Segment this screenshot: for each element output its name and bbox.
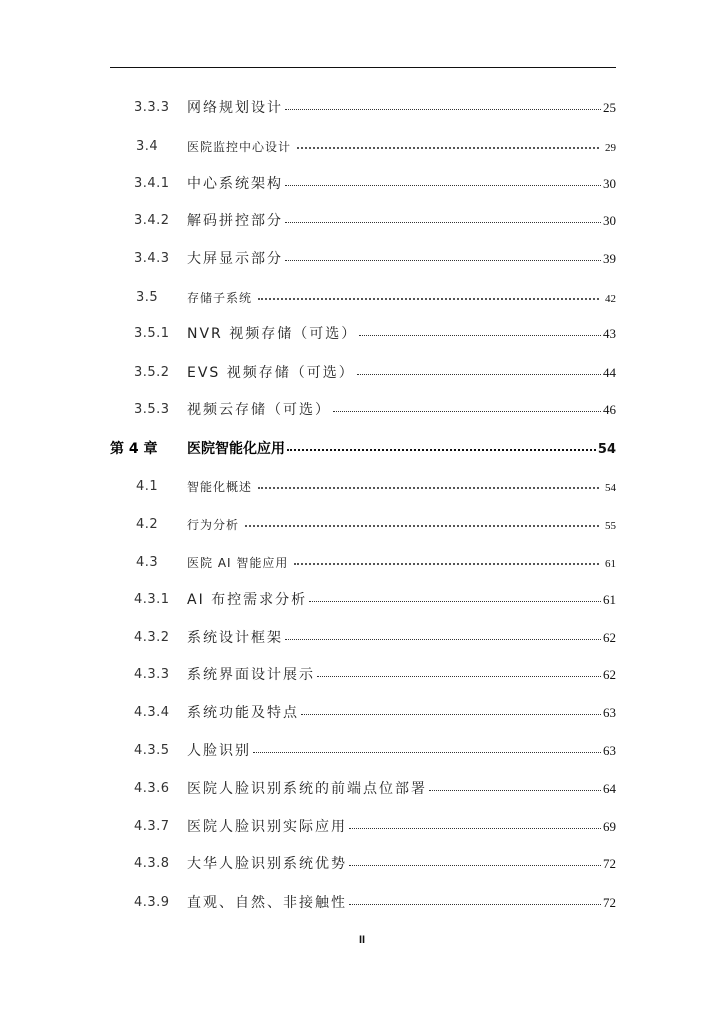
dot-leader	[349, 904, 601, 905]
toc-entry-page: 61	[605, 557, 616, 570]
toc-entry-page: 63	[603, 705, 616, 720]
toc-entry-number: 3.3.3	[134, 99, 170, 115]
toc-entry-title: 医院人脸识别实际应用	[187, 819, 347, 835]
toc-entry-title: 系统设计框架	[187, 630, 283, 646]
toc-entry-title: 直观、自然、非接触性	[187, 895, 347, 911]
toc-entry[interactable]	[0, 662, 724, 686]
toc-entry[interactable]	[0, 738, 724, 762]
dot-leader	[285, 639, 601, 640]
toc-entry-title: 大屏显示部分	[187, 251, 283, 267]
toc-entry[interactable]	[0, 814, 724, 838]
toc-entry-page: 63	[603, 743, 616, 758]
toc-entry-title: 行为分析	[187, 517, 240, 532]
toc-entry[interactable]	[0, 890, 724, 914]
dot-leader	[285, 109, 601, 110]
toc-entry-page: 43	[603, 326, 616, 341]
dot-leader	[258, 298, 599, 300]
dot-leader	[429, 790, 601, 791]
toc-entry[interactable]	[0, 246, 724, 270]
toc-entry-number: 4.2	[136, 516, 159, 532]
dot-leader	[245, 525, 599, 527]
toc-entry-number: 3.4.1	[134, 175, 170, 191]
dot-leader	[285, 185, 601, 186]
toc-entry-number: 3.4.3	[134, 250, 170, 266]
toc-entry-title: NVR 视频存储（可选）	[187, 326, 358, 342]
dot-leader	[285, 260, 601, 261]
toc-entry-page: 44	[603, 365, 616, 380]
toc-entry-page: 72	[603, 895, 616, 910]
toc-entry[interactable]	[0, 776, 724, 800]
toc-entry-number: 3.5.2	[134, 364, 170, 380]
toc-entry-number: 4.1	[136, 478, 159, 494]
toc-entry-page: 61	[603, 592, 616, 607]
toc-entry-title: 网络规划设计	[187, 100, 283, 116]
toc-entry[interactable]	[0, 587, 724, 611]
toc-entry-title: 系统功能及特点	[187, 705, 299, 721]
toc-entry-number: 4.3.1	[134, 591, 170, 607]
toc-entry-title: EVS 视频存储（可选）	[187, 365, 355, 381]
toc-entry-title: 医院人脸识别系统的前端点位部署	[187, 781, 427, 797]
toc-entry-page: 30	[603, 176, 616, 191]
dot-leader	[333, 411, 601, 412]
toc-entry-number: 3.4.2	[134, 212, 170, 228]
toc-entry-title: 智能化概述	[187, 479, 253, 494]
toc-entry[interactable]	[0, 700, 724, 724]
toc-entry-page: 30	[603, 213, 616, 228]
toc-entry[interactable]	[0, 550, 724, 574]
toc-entry[interactable]	[0, 134, 724, 158]
toc-entry-number: 4.3	[136, 554, 159, 570]
toc-entry-title: 医院 AI 智能应用	[187, 555, 289, 570]
toc-entry-page: 72	[603, 856, 616, 871]
toc-entry-title: 存储子系统	[187, 290, 253, 305]
toc-entry[interactable]	[0, 171, 724, 195]
toc-entry[interactable]	[0, 321, 724, 345]
toc-entry-number: 3.5	[136, 289, 159, 305]
toc-entry[interactable]	[0, 95, 724, 119]
toc-entry-title: 视频云存储（可选）	[187, 402, 331, 418]
dot-leader	[309, 601, 601, 602]
toc-chapter-number: 第 4 章	[110, 441, 158, 457]
toc-entry[interactable]	[0, 625, 724, 649]
toc-entry-number: 4.3.6	[134, 780, 170, 796]
toc-entry-title: 大华人脸识别系统优势	[187, 856, 347, 872]
toc-entry[interactable]	[0, 208, 724, 232]
toc-entry-number: 3.5.1	[134, 325, 170, 341]
toc-entry[interactable]	[0, 285, 724, 309]
toc-chapter-entry[interactable]	[0, 436, 724, 460]
toc-entry-number: 4.3.2	[134, 629, 170, 645]
toc-entry[interactable]	[0, 360, 724, 384]
toc-entry-number: 3.4	[136, 138, 159, 154]
toc-entry-page: 62	[603, 667, 616, 682]
dot-leader	[253, 752, 601, 753]
toc-entry-title: 系统界面设计展示	[187, 667, 315, 683]
toc-entry-page: 55	[605, 519, 616, 532]
toc-entry-number: 4.3.3	[134, 666, 170, 682]
toc-entry-number: 4.3.4	[134, 704, 170, 720]
toc-entry[interactable]	[0, 474, 724, 498]
toc-entry-page: 46	[603, 402, 616, 417]
toc-entry-title: AI 布控需求分析	[187, 592, 308, 608]
dot-leader	[301, 714, 601, 715]
toc-entry-number: 4.3.9	[134, 894, 170, 910]
toc-entry-number: 4.3.5	[134, 742, 170, 758]
toc-chapter-page: 54	[597, 442, 616, 457]
toc-entry-title: 人脸识别	[187, 743, 251, 759]
dot-leader	[317, 676, 601, 677]
toc-entry-number: 3.5.3	[134, 401, 170, 417]
toc-entry[interactable]	[0, 512, 724, 536]
dot-leader	[349, 865, 601, 866]
toc-entry-page: 29	[605, 141, 616, 154]
toc-entry-title: 医院监控中心设计	[187, 139, 292, 154]
dot-leader	[349, 828, 601, 829]
dot-leader	[258, 487, 599, 489]
toc-entry[interactable]	[0, 397, 724, 421]
dot-leader	[297, 147, 599, 149]
toc-entry-number: 4.3.8	[134, 855, 170, 871]
toc-entry-page: 69	[603, 819, 616, 834]
toc-entry-title: 中心系统架构	[187, 176, 283, 192]
toc-entry-page: 42	[605, 292, 616, 305]
dot-leader	[357, 374, 601, 375]
dot-leader	[287, 449, 596, 451]
toc-entry-page: 54	[605, 481, 616, 494]
toc-entry[interactable]	[0, 851, 724, 875]
dot-leader	[359, 335, 601, 336]
page-number: II	[358, 934, 366, 946]
toc-entry-title: 解码拼控部分	[187, 213, 283, 229]
toc-chapter-title: 医院智能化应用	[187, 441, 285, 457]
dot-leader	[294, 563, 599, 565]
toc-entry-number: 4.3.7	[134, 818, 170, 834]
toc-entry-page: 39	[603, 251, 616, 266]
toc-entry-page: 62	[603, 630, 616, 645]
dot-leader	[285, 222, 601, 223]
toc-entry-page: 25	[603, 100, 616, 115]
toc-entry-page: 64	[603, 781, 616, 796]
